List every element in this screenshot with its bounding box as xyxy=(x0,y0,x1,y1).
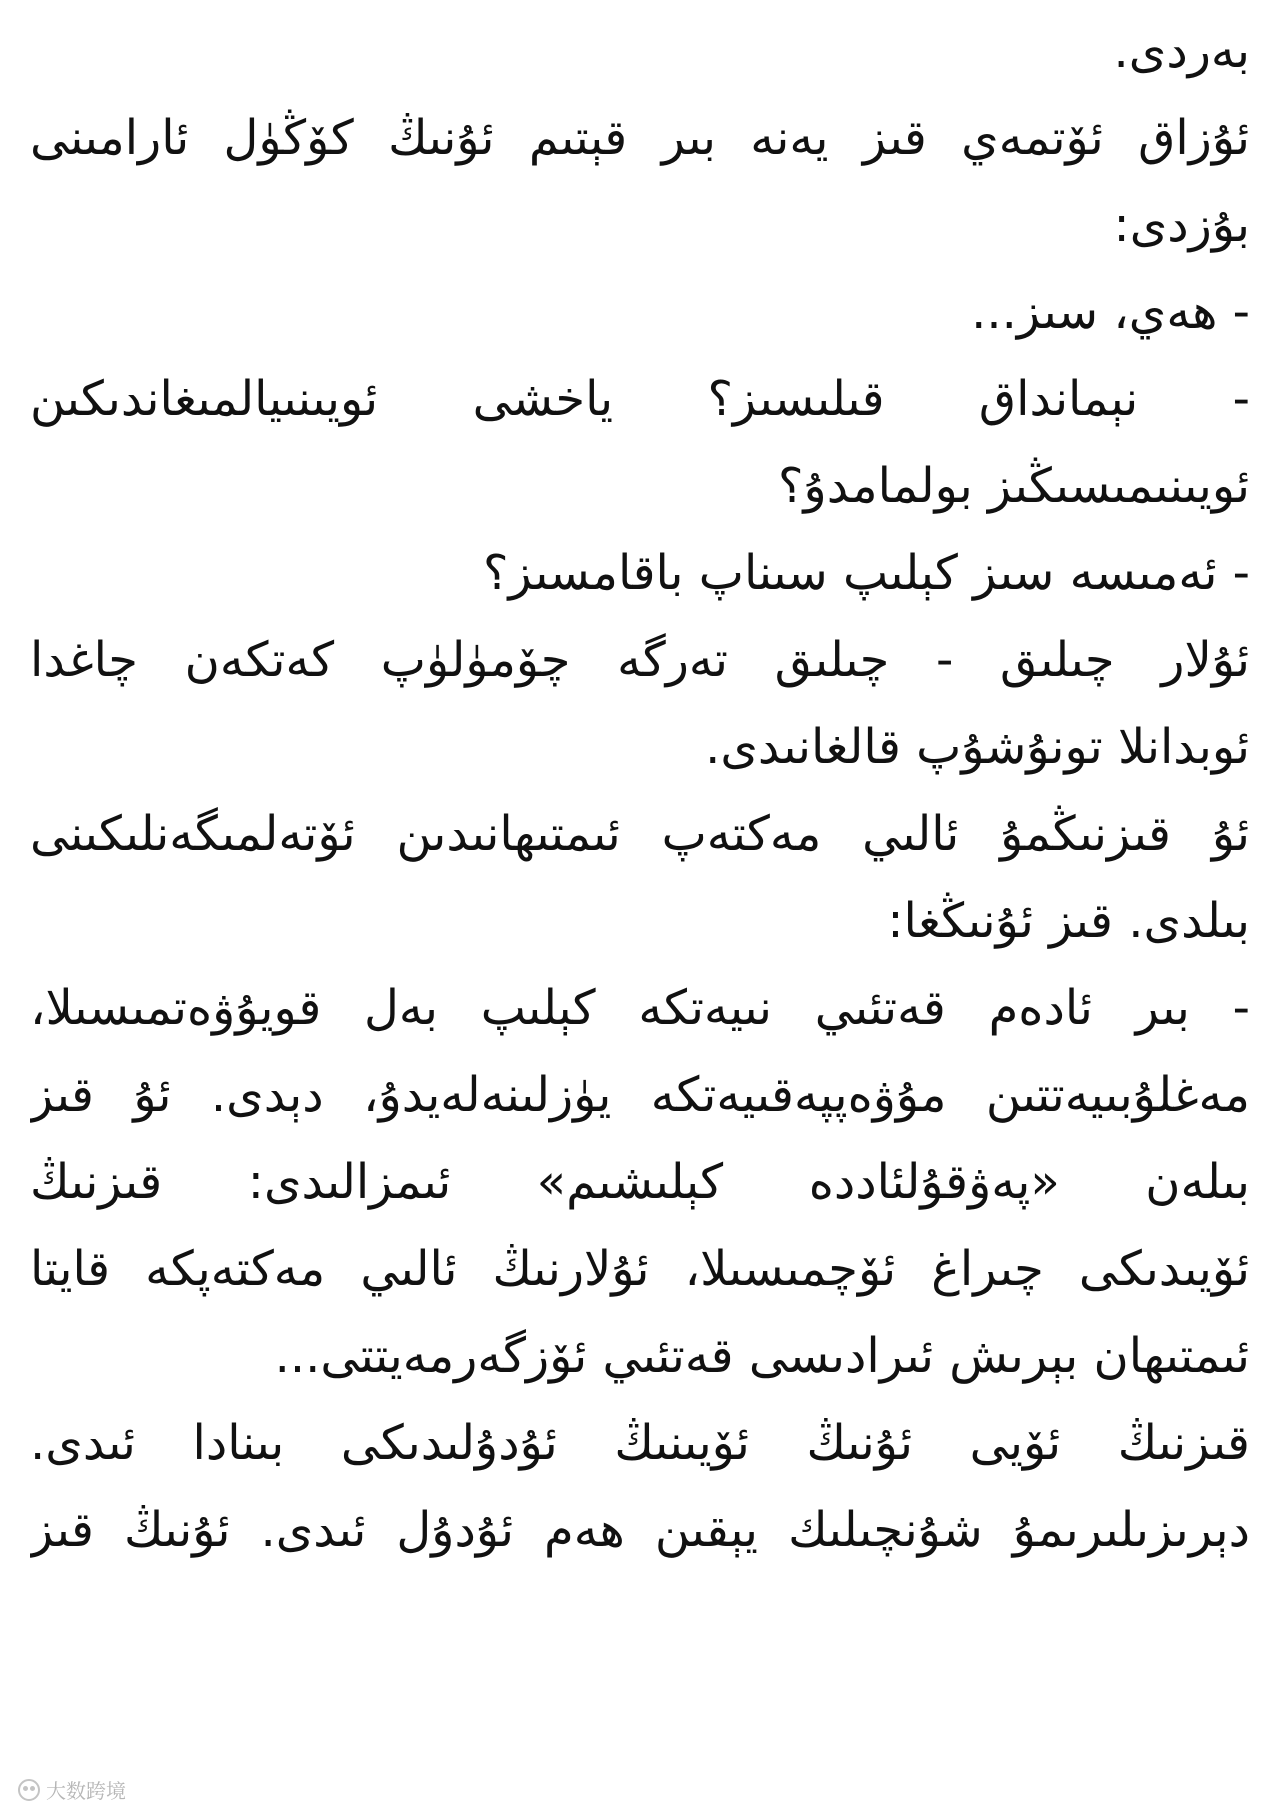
watermark xyxy=(18,1775,126,1804)
text-line: - ھەي، سىز... xyxy=(971,284,1250,340)
text-line: ئويىنىمىسىڭىز بولمامدۇ؟ xyxy=(778,458,1250,514)
text-line: بىلدى. قىز ئۇنىڭغا: xyxy=(887,893,1250,949)
text-line: بىلەن «پەۋقۇلئاددە كېلىشىم» ئىمزالىدى: قىزنىڭ xyxy=(30,1154,1250,1210)
weibo-icon xyxy=(18,1779,40,1801)
text-line: ئۇ قىزنىڭمۇ ئالىي مەكتەپ ئىمتىھانىدىن ئۆتەلمىگەنلىكىنى xyxy=(30,806,1250,862)
text-line: - ئەمىسە سىز كېلىپ سىناپ باقامسىز؟ xyxy=(482,545,1250,601)
text-line: ئۇزاق ئۆتمەي قىز يەنە بىر قېتىم ئۇنىڭ كۆڭۈل ئارامىنى xyxy=(30,110,1250,166)
watermark-text: 大数跨境 xyxy=(46,1779,126,1803)
text-line: مەغلۇبىيەتتىن مۇۋەپپەقىيەتكە يۈزلىنەلەيدۇ، دېدى. ئۇ قىز xyxy=(30,1067,1250,1123)
text-line: - بىر ئادەم قەتئىي نىيەتكە كېلىپ بەل قويۇۋەتمىسىلا، xyxy=(30,980,1250,1036)
text-line: ئۇلار چىلىق - چىلىق تەرگە چۆمۈلۈپ كەتكەن چاغدا xyxy=(30,632,1250,688)
text-line: ئىمتىھان بېرىش ئىرادىسى قەتئىي ئۆزگەرمەيتتى... xyxy=(274,1328,1250,1384)
text-line: بۇزدى: xyxy=(1113,197,1250,253)
text-line: - نېمانداق قىلىسىز؟ ياخشى ئويىنىيالمىغاندىكىن xyxy=(30,371,1250,427)
text-line: ئوبدانلا تونۇشۇپ قالغانىدى. xyxy=(705,719,1250,775)
text-line: ئۆيىدىكى چىراغ ئۆچمىسىلا، ئۇلارنىڭ ئالىي مەكتەپكە قايتا xyxy=(30,1241,1250,1297)
text-line: قىزنىڭ ئۆيى ئۇنىڭ ئۆيىنىڭ ئۇدۇلىدىكى بىنادا ئىدى. xyxy=(30,1415,1250,1471)
text-line: دېرىزىلىرىمۇ شۇنچىلىك يېقىن ھەم ئۇدۇل ئىدى. ئۇنىڭ قىز xyxy=(30,1502,1250,1558)
text-line: بەردى. xyxy=(1113,23,1250,79)
